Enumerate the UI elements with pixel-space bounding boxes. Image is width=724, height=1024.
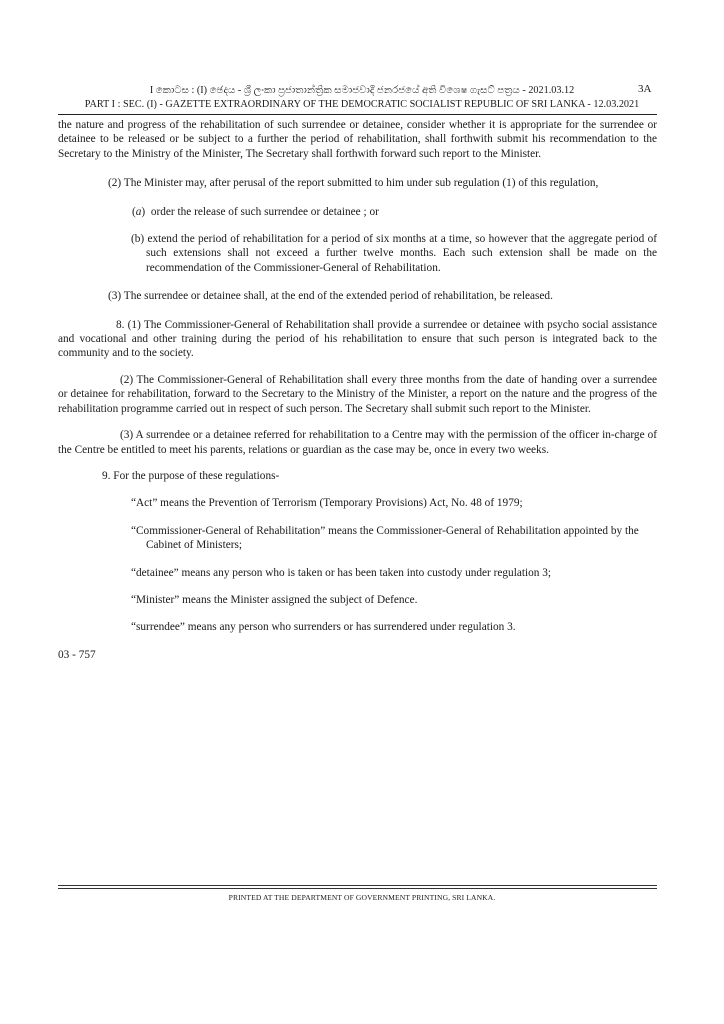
gazette-body [58, 118, 657, 662]
paragraph-continuation: the nature and progress of the rehabilitation of such surrendee or detainee, consider whether it is appropriate for the surrendee or detainee to be released or be subject to a further the period of rehabilitation, shall forthwith submit his recommendation to the Secretary to the Ministry of the Minister, The Secretary shall forthwith forward such report to the Minister. [58, 119, 657, 160]
footer-divider-bottom [58, 888, 657, 889]
sub-regulation-2: (2) The Minister may, after perusal of the report submitted to him under sub regulation (1) of this regulation, [108, 177, 599, 190]
sub-regulation-3: (3) The surrendee or detainee shall, at the end of the extended period of rehabilitation, be released. [108, 290, 553, 303]
regulation-8-2: (2) The Commissioner-General of Rehabilitation shall every three months from the date of handing over a surrendee or detainee for rehabilitation, forward to the Secretary to the Ministry of the Minister, a report on the nature and the progress of the rehabilitation programme carried out in respect of such person. The Secretary shall submit such report to the Minister. [58, 373, 657, 415]
clause-a-marker: a [135, 205, 142, 218]
definition-act: “Act” means the Prevention of Terrorism (Temporary Provisions) Act, No. 48 of 1979; [131, 497, 523, 510]
definition-commissioner-general: “Commissioner-General of Rehabilitation” means the Commissioner-General of Rehabilitation appointed by the Cabinet of Ministers; [131, 524, 639, 552]
regulation-8-1: 8. (1) The Commissioner-General of Rehabilitation shall provide a surrendee or detainee with psycho social assistance and vocational and other training during the period of his rehabilitation to ensure that such person is integrated back to the community and to the society. [58, 318, 657, 360]
clause-a-text: order the release of such surrendee or detainee ; or [150, 205, 379, 218]
footer-divider-top [58, 885, 657, 886]
clause-b: (b) extend the period of rehabilitation for a period of six months at a time, so however that the aggregate period of such extensions shall not exceed a further twelve months. Each such extension shall be made on the recommendation of the Commissioner-General of Rehabilitation. [131, 233, 657, 274]
regulation-8-3: (3) A surrendee or a detainee referred for rehabilitation to a Centre may with the permission of the officer in-charge of the Centre be entitled to meet his parents, relations or guardian as the case may be, once in every two weeks. [58, 429, 657, 456]
definition-surrendee: “surrendee” means any person who surrenders or has surrendered under regulation 3. [131, 621, 516, 634]
clause-a: (a) order the release of such surrendee or detainee ; or [132, 205, 379, 218]
header-divider [58, 114, 657, 115]
definition-detainee: “detainee” means any person who is taken or has been taken into custody under regulation 3; [131, 566, 552, 579]
regulation-9: 9. For the purpose of these regulations- [102, 469, 280, 482]
header-sinhala-line: I කොටස : (I) ඡෙදය - ශ්‍රී ලංකා ප්‍රජාතාන්ත්‍රික සමාජවාදී ජනරජයේ අති විශෙෂ ගැසට් පත්‍රය - 2021.03.12 [149, 85, 575, 96]
page-number: 3A [638, 83, 652, 95]
header-english-line: PART I : SEC. (I) - GAZETTE EXTRAORDINARY OF THE DEMOCRATIC SOCIALIST REPUBLIC OF SRI LANKA - 12.03.2021 [84, 99, 640, 110]
printer-imprint: PRINTED AT THE DEPARTMENT OF GOVERNMENT PRINTING, SRI LANKA. [228, 893, 496, 902]
definition-minister: “Minister” means the Minister assigned the subject of Defence. [131, 593, 418, 606]
file-reference: 03 - 757 [58, 648, 96, 661]
